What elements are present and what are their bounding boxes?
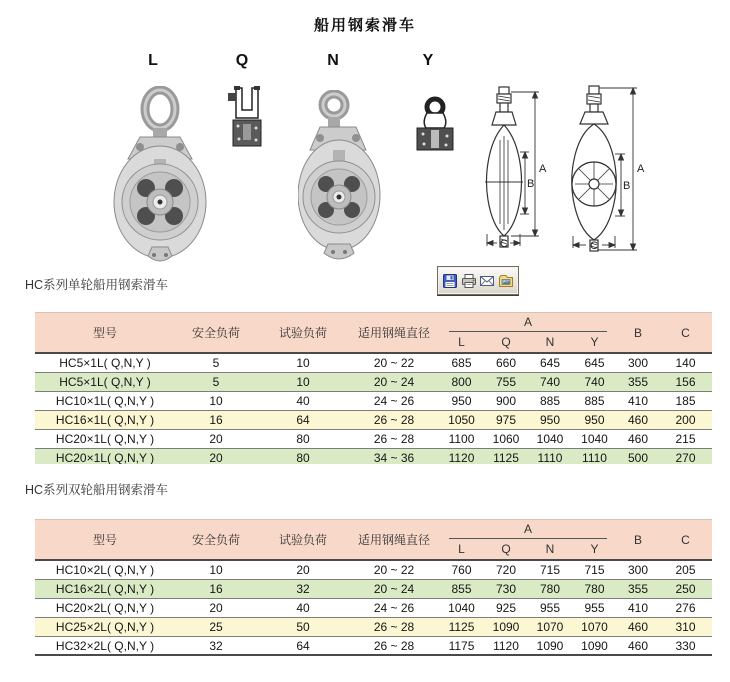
- table-cell: 660: [495, 356, 517, 370]
- header-dim-b: B: [633, 532, 642, 547]
- table-cell: 1050: [448, 413, 475, 427]
- table-cell: 16: [209, 413, 223, 427]
- table-cell: 50: [296, 620, 310, 634]
- table-cell: HC10×2L( Q,N,Y ): [55, 563, 155, 577]
- table-cell: 5: [212, 375, 220, 389]
- dim-label-c: C: [500, 238, 508, 250]
- table-cell: 730: [495, 582, 517, 596]
- variant-label-l: L: [148, 52, 158, 69]
- table-cell: 740: [584, 375, 605, 389]
- table-cell: 34 ~ 36: [373, 451, 415, 464]
- table-cell: 26 ~ 28: [373, 413, 415, 427]
- table-cell: 685: [451, 356, 472, 370]
- header-test-load: 试验负荷: [278, 533, 327, 547]
- table-cell: 500: [627, 451, 649, 464]
- table-row: [35, 561, 712, 580]
- header-model: 型号: [92, 326, 117, 340]
- header-sub-q: Q: [501, 335, 511, 349]
- table-cell: 20: [209, 451, 223, 464]
- table-cell: 16: [209, 582, 223, 596]
- table-cell: 885: [584, 394, 605, 408]
- table-row: [35, 411, 712, 430]
- table-cell: 10: [296, 375, 310, 389]
- table-cell: 205: [675, 563, 696, 577]
- table-cell: 10: [209, 394, 223, 408]
- table-cell: HC16×1L( Q,N,Y ): [55, 413, 155, 427]
- table-cell: 40: [296, 394, 310, 408]
- header-rope-dia: 适用钢绳直径: [357, 533, 430, 547]
- table-cell: 460: [627, 620, 649, 634]
- table-cell: 740: [539, 375, 561, 389]
- table-cell: 26 ~ 28: [373, 432, 415, 446]
- table-cell: 200: [675, 413, 696, 427]
- fitting-photo-y: [413, 96, 457, 154]
- header-dim-c: C: [681, 325, 690, 340]
- dimension-drawing-single: [477, 84, 557, 256]
- table-cell: 925: [495, 601, 517, 615]
- table-cell: 25: [209, 620, 223, 634]
- header-sub-n: N: [545, 542, 555, 556]
- variant-label-y: Y: [422, 52, 434, 69]
- table-cell: 1175: [448, 638, 475, 653]
- header-sub-q: Q: [501, 542, 511, 556]
- pulley-photo-l: [110, 86, 208, 266]
- table-cell: 5: [212, 356, 220, 370]
- table-cell: 26 ~ 28: [373, 620, 415, 634]
- table-cell: 24 ~ 26: [373, 601, 415, 615]
- table-cell: 1100: [448, 432, 475, 446]
- table-cell: 20: [296, 563, 310, 577]
- header-dim-a: A: [449, 520, 607, 539]
- table-single-sheave: [35, 312, 712, 464]
- table-header: [35, 312, 712, 354]
- table-cell: 460: [627, 413, 649, 427]
- header-model: 型号: [92, 533, 117, 547]
- table-cell: 24 ~ 26: [373, 394, 415, 408]
- table-body: [35, 561, 712, 656]
- header-dim-a-group: [439, 313, 617, 352]
- header-sub-l: L: [458, 542, 465, 556]
- dimension-drawing-double: [563, 84, 653, 256]
- fitting-photo-q: [226, 84, 268, 152]
- table-cell: HC25×2L( Q,N,Y ): [55, 620, 155, 634]
- table-cell: 140: [675, 356, 696, 370]
- table-cell: 715: [539, 563, 561, 577]
- table-cell: 185: [675, 394, 696, 408]
- header-sub-l: L: [458, 335, 465, 349]
- table-cell: 10: [209, 563, 223, 577]
- dim-label-a: A: [637, 163, 645, 175]
- table-cell: 32: [209, 638, 223, 653]
- table-cell: HC16×2L( Q,N,Y ): [55, 582, 155, 596]
- table-cell: 276: [675, 601, 696, 615]
- table-cell: 80: [296, 432, 310, 446]
- table-cell: 955: [539, 601, 561, 615]
- variant-label-q: Q: [235, 52, 249, 69]
- table-cell: 1090: [581, 638, 608, 653]
- table-cell: 885: [539, 394, 561, 408]
- table-cell: 20 ~ 24: [373, 375, 415, 389]
- table-cell: 20 ~ 22: [373, 356, 415, 370]
- table-cell: 300: [627, 563, 649, 577]
- table-cell: 950: [451, 394, 472, 408]
- table-cell: 950: [584, 413, 605, 427]
- header-sub-y: Y: [590, 335, 599, 349]
- table-cell: 975: [495, 413, 517, 427]
- table-cell: 20 ~ 24: [373, 582, 415, 596]
- folder-icon[interactable]: [497, 272, 515, 290]
- table-cell: 1040: [536, 432, 564, 446]
- header-sub-n: N: [545, 335, 555, 349]
- table-cell: 215: [675, 432, 696, 446]
- table-cell: 1090: [536, 638, 564, 653]
- pulley-photo-n: [298, 90, 382, 268]
- table-cell: 64: [296, 413, 310, 427]
- table-cell: HC20×1L( Q,N,Y ): [55, 451, 155, 464]
- header-rope-dia: 适用钢绳直径: [357, 326, 430, 340]
- table-cell: 780: [539, 582, 561, 596]
- page-title: 船用钢索滑车: [313, 17, 416, 34]
- table-cell: 755: [495, 375, 517, 389]
- header-sub-y: Y: [590, 542, 599, 556]
- table-body: [35, 354, 712, 464]
- table-cell: 1110: [537, 451, 563, 464]
- table-cell: 900: [495, 394, 517, 408]
- table-row: [35, 599, 712, 618]
- header-dim-a: A: [449, 313, 607, 332]
- variant-label-n: N: [327, 52, 339, 69]
- header-safe-load: 安全负荷: [191, 533, 240, 547]
- table-row: [35, 392, 712, 411]
- table-cell: 715: [584, 563, 605, 577]
- table-cell: 1070: [581, 620, 608, 634]
- table-cell: 250: [675, 582, 696, 596]
- mail-icon[interactable]: [478, 272, 496, 290]
- table-cell: 80: [296, 451, 310, 464]
- image-toolbar: [437, 266, 519, 295]
- table-cell: 1070: [536, 620, 564, 634]
- table-cell: 1125: [493, 451, 519, 464]
- table-cell: 40: [296, 601, 310, 615]
- table-cell: HC20×1L( Q,N,Y ): [55, 432, 155, 446]
- dim-label-b: B: [623, 180, 631, 192]
- table-cell: HC20×2L( Q,N,Y ): [55, 601, 155, 615]
- table-cell: 355: [627, 375, 649, 389]
- table-cell: HC10×1L( Q,N,Y ): [55, 394, 155, 408]
- table-cell: 1125: [448, 620, 475, 634]
- table-cell: 780: [584, 582, 605, 596]
- table-cell: HC5×1L( Q,N,Y ): [59, 375, 151, 389]
- table-row: [35, 637, 712, 656]
- table-cell: 156: [675, 375, 696, 389]
- table-cell: 1120: [448, 451, 475, 464]
- table-row: [35, 354, 712, 373]
- table-cell: 410: [627, 394, 649, 408]
- table-cell: 1120: [493, 638, 519, 653]
- table-cell: 645: [584, 356, 605, 370]
- dim-label-a: A: [539, 163, 547, 175]
- header-dim-b: B: [633, 325, 642, 340]
- table-header: [35, 519, 712, 561]
- section-heading-double: HC系列双轮船用钢索滑车: [25, 483, 169, 497]
- section-heading-single: HC系列单轮船用钢索滑车: [25, 278, 169, 292]
- table-cell: 26 ~ 28: [373, 638, 415, 653]
- dim-label-c: C: [590, 240, 598, 252]
- table-cell: 300: [627, 356, 649, 370]
- table-cell: HC32×2L( Q,N,Y ): [55, 638, 155, 653]
- table-row: [35, 430, 712, 449]
- table-cell: 330: [675, 638, 696, 653]
- table-row: [35, 618, 712, 637]
- table-double-sheave: [35, 519, 712, 656]
- header-test-load: 试验负荷: [278, 326, 327, 340]
- table-cell: 460: [627, 638, 649, 653]
- table-cell: 64: [296, 638, 310, 653]
- print-icon[interactable]: [460, 272, 478, 290]
- table-cell: 950: [539, 413, 561, 427]
- table-row: [35, 373, 712, 392]
- table-cell: 10: [296, 356, 310, 370]
- dim-label-b: B: [527, 178, 535, 190]
- table-cell: 20: [209, 432, 223, 446]
- table-cell: 460: [627, 432, 649, 446]
- table-cell: 645: [539, 356, 561, 370]
- table-cell: 800: [451, 375, 472, 389]
- table-cell: 32: [296, 582, 310, 596]
- table-cell: 855: [451, 582, 472, 596]
- header-dim-c: C: [681, 532, 690, 547]
- table-cell: 1110: [582, 451, 607, 464]
- table-cell: HC5×1L( Q,N,Y ): [59, 356, 151, 370]
- table-cell: 310: [675, 620, 696, 634]
- header-dim-a-group: [439, 520, 617, 559]
- table-cell: 720: [495, 563, 517, 577]
- table-row: [35, 580, 712, 599]
- table-cell: 1040: [448, 601, 475, 615]
- table-cell: 20: [209, 601, 223, 615]
- table-row: [35, 449, 712, 464]
- table-cell: 955: [584, 601, 605, 615]
- table-cell: 760: [451, 563, 472, 577]
- table-cell: 1040: [581, 432, 608, 446]
- header-safe-load: 安全负荷: [191, 326, 240, 340]
- table-cell: 355: [627, 582, 649, 596]
- table-cell: 20 ~ 22: [373, 563, 415, 577]
- save-icon[interactable]: [441, 272, 459, 290]
- table-cell: 270: [675, 451, 696, 464]
- table-cell: 1060: [492, 432, 520, 446]
- table-cell: 1090: [492, 620, 520, 634]
- table-cell: 410: [627, 601, 649, 615]
